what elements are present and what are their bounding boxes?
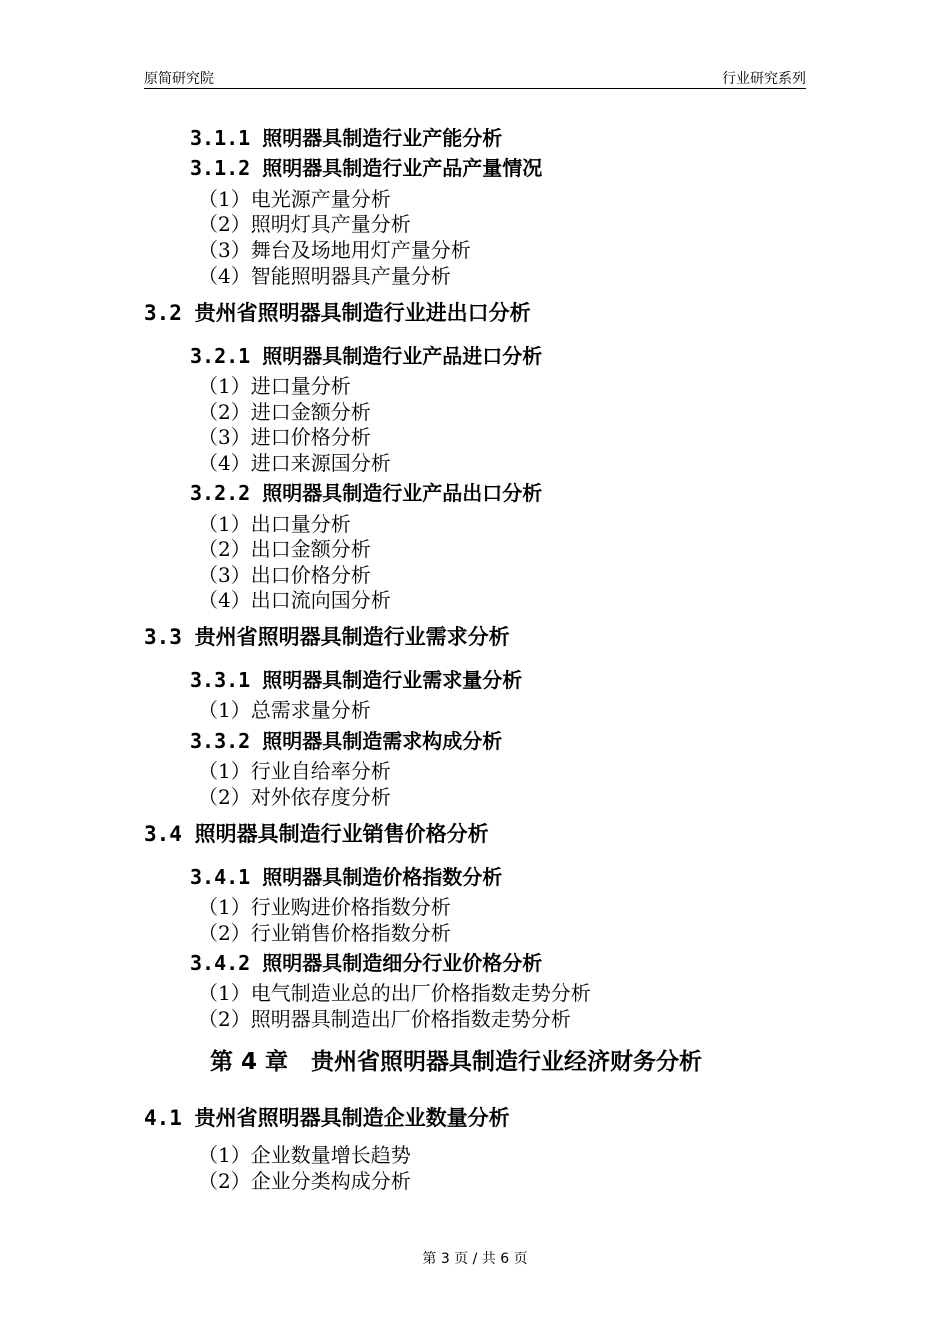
toc-item — [198, 427, 371, 447]
toc-text: （2）进口金额分析 — [198, 400, 371, 424]
toc-item — [198, 590, 391, 610]
toc-text: 贵州省照明器具制造行业需求分析 — [194, 625, 510, 649]
toc-text: （4）出口流向国分析 — [198, 588, 391, 612]
toc-section-heading — [144, 824, 489, 845]
toc-item — [198, 214, 411, 234]
toc-number: 3.3.2 — [190, 729, 251, 753]
toc-subsection-heading — [190, 346, 542, 366]
toc-text: 照明器具制造行业产品出口分析 — [262, 481, 543, 505]
toc-item — [198, 266, 451, 286]
toc-item — [198, 189, 391, 209]
toc-subsection-heading — [190, 953, 542, 973]
toc-item — [198, 240, 471, 260]
toc-text: （1）行业自给率分析 — [198, 759, 391, 783]
toc-text: 第 4 章 贵州省照明器具制造行业经济财务分析 — [210, 1049, 703, 1075]
toc-text: （3）舞台及场地用灯产量分析 — [198, 238, 471, 262]
toc-subsection-heading — [190, 483, 542, 503]
toc-item — [198, 1145, 411, 1165]
toc-subsection-heading — [190, 867, 502, 887]
toc-text: （1）出口量分析 — [198, 512, 351, 536]
toc-item — [198, 514, 351, 534]
toc-text: 照明器具制造细分行业价格分析 — [262, 951, 543, 975]
toc-item — [198, 787, 391, 807]
toc-item — [198, 539, 371, 559]
toc-chapter-heading — [210, 1051, 702, 1074]
toc-item — [198, 565, 371, 585]
toc-number: 3.4 — [144, 822, 182, 846]
header-publisher: 原简研究院 — [144, 71, 214, 87]
toc-number: 3.3 — [144, 625, 182, 649]
toc-text: （1）电光源产量分析 — [198, 187, 391, 211]
toc-text: （1）电气制造业总的出厂价格指数走势分析 — [198, 981, 591, 1005]
toc-number: 3.2.2 — [190, 481, 251, 505]
toc-number: 3.1.2 — [190, 156, 251, 180]
toc-text: （2）行业销售价格指数分析 — [198, 921, 451, 945]
toc-item — [198, 983, 591, 1003]
toc-item — [198, 1009, 571, 1029]
toc-item — [198, 453, 391, 473]
toc-text: （1）总需求量分析 — [198, 698, 371, 722]
toc-number: 3.1.1 — [190, 126, 251, 150]
toc-text: 照明器具制造行业销售价格分析 — [194, 822, 489, 846]
toc-section-heading — [144, 303, 531, 324]
toc-item — [198, 761, 391, 781]
toc-text: （2）对外依存度分析 — [198, 785, 391, 809]
toc-section-heading — [144, 627, 510, 648]
toc-item — [198, 700, 371, 720]
toc-text: （1）进口量分析 — [198, 374, 351, 398]
toc-text: 贵州省照明器具制造行业进出口分析 — [194, 301, 531, 325]
toc-number: 3.3.1 — [190, 668, 251, 692]
toc-number: 3.4.1 — [190, 865, 251, 889]
toc-item — [198, 923, 451, 943]
toc-item — [198, 897, 451, 917]
toc-text: 照明器具制造需求构成分析 — [262, 729, 503, 753]
toc-text: （4）智能照明器具产量分析 — [198, 264, 451, 288]
toc-text: 贵州省照明器具制造企业数量分析 — [194, 1106, 510, 1130]
toc-text: （1）行业购进价格指数分析 — [198, 895, 451, 919]
page-header — [144, 66, 806, 89]
toc-subsection-heading — [190, 128, 502, 148]
toc-text: 照明器具制造行业需求量分析 — [262, 668, 523, 692]
toc-item — [198, 1171, 411, 1191]
toc-text: （2）企业分类构成分析 — [198, 1169, 411, 1193]
toc-item — [198, 376, 351, 396]
header-series: 行业研究系列 — [722, 71, 806, 87]
toc-number: 3.2.1 — [190, 344, 251, 368]
toc-text: （4）进口来源国分析 — [198, 451, 391, 475]
toc-text: 照明器具制造行业产品进口分析 — [262, 344, 543, 368]
toc-text: （2）照明器具制造出厂价格指数走势分析 — [198, 1007, 571, 1031]
toc-number: 4.1 — [144, 1106, 182, 1130]
toc-subsection-heading — [190, 731, 502, 751]
toc-item — [198, 402, 371, 422]
page-number: 第 3 页 / 共 6 页 — [422, 1251, 528, 1267]
toc-number: 3.2 — [144, 301, 182, 325]
toc-subsection-heading — [190, 670, 522, 690]
toc-text: （1）企业数量增长趋势 — [198, 1143, 411, 1167]
toc-text: 照明器具制造价格指数分析 — [262, 865, 503, 889]
toc-text: 照明器具制造行业产品产量情况 — [262, 156, 543, 180]
toc-number: 3.4.2 — [190, 951, 251, 975]
toc-text: 照明器具制造行业产能分析 — [262, 126, 503, 150]
toc-subsection-heading — [190, 158, 542, 178]
toc-text: （3）进口价格分析 — [198, 425, 371, 449]
toc-text: （3）出口价格分析 — [198, 563, 371, 587]
toc-section-heading — [144, 1108, 510, 1129]
toc-text: （2）出口金额分析 — [198, 537, 371, 561]
toc-text: （2）照明灯具产量分析 — [198, 212, 411, 236]
